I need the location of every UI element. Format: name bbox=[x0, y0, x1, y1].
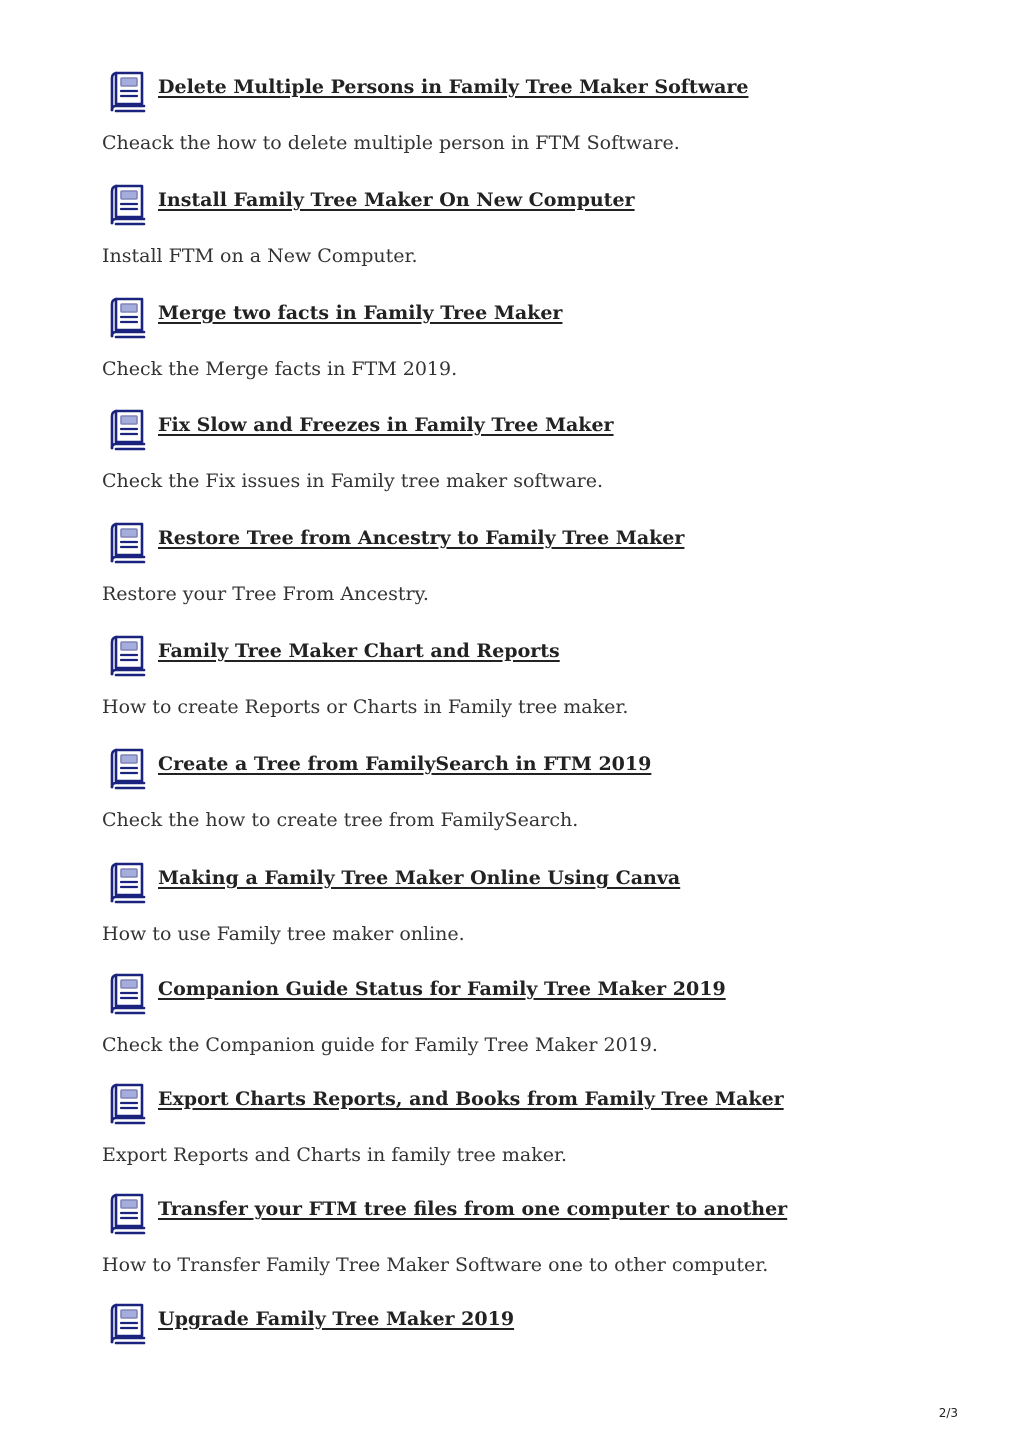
entry-10 bbox=[102, 1080, 982, 1166]
entry-6 bbox=[102, 632, 982, 718]
entry-heading bbox=[102, 970, 982, 1018]
entry-description: Install FTM on a New Computer. bbox=[102, 245, 418, 267]
entry-link[interactable]: Create a Tree from FamilySearch in FTM 2019 bbox=[158, 753, 652, 775]
entry-8 bbox=[102, 859, 982, 945]
entry-description: How to use Family tree maker online. bbox=[102, 923, 465, 945]
entry-link[interactable]: Export Charts Reports, and Books from Family Tree Maker bbox=[158, 1088, 784, 1110]
book-icon bbox=[108, 1192, 148, 1236]
entry-7 bbox=[102, 745, 982, 831]
book-icon bbox=[108, 1302, 148, 1346]
entry-heading bbox=[102, 632, 982, 680]
entry-link[interactable]: Upgrade Family Tree Maker 2019 bbox=[158, 1308, 515, 1330]
entry-heading bbox=[102, 1300, 982, 1348]
book-icon bbox=[108, 1082, 148, 1126]
entry-link[interactable]: Companion Guide Status for Family Tree Maker 2019 bbox=[158, 978, 726, 1000]
entry-description: How to Transfer Family Tree Maker Software one to other computer. bbox=[102, 1254, 769, 1276]
entry-link[interactable]: Family Tree Maker Chart and Reports bbox=[158, 640, 560, 662]
entry-description: Cheack the how to delete multiple person in FTM Software. bbox=[102, 132, 680, 154]
entry-heading bbox=[102, 1080, 982, 1128]
book-icon bbox=[108, 70, 148, 114]
entry-heading bbox=[102, 1190, 982, 1238]
book-icon bbox=[108, 183, 148, 227]
entry-link[interactable]: Making a Family Tree Maker Online Using Canva bbox=[158, 867, 681, 889]
entry-heading bbox=[102, 406, 982, 454]
book-icon bbox=[108, 634, 148, 678]
entry-description: Check the Fix issues in Family tree maker software. bbox=[102, 470, 604, 492]
entry-3 bbox=[102, 294, 982, 380]
entry-description: Restore your Tree From Ancestry. bbox=[102, 583, 429, 605]
entry-link[interactable]: Transfer your FTM tree files from one computer to another bbox=[158, 1198, 788, 1220]
entry-description: How to create Reports or Charts in Family tree maker. bbox=[102, 696, 629, 718]
book-icon bbox=[108, 521, 148, 565]
book-icon bbox=[108, 408, 148, 452]
entry-link[interactable]: Merge two facts in Family Tree Maker bbox=[158, 302, 563, 324]
entry-9 bbox=[102, 970, 982, 1056]
entry-link[interactable]: Install Family Tree Maker On New Computer bbox=[158, 189, 635, 211]
entry-heading bbox=[102, 181, 982, 229]
entry-heading bbox=[102, 68, 982, 116]
book-icon bbox=[108, 296, 148, 340]
entry-4 bbox=[102, 406, 982, 492]
entry-description: Check the Merge facts in FTM 2019. bbox=[102, 358, 458, 380]
entry-11 bbox=[102, 1190, 982, 1276]
entry-heading bbox=[102, 294, 982, 342]
entry-12 bbox=[102, 1300, 982, 1348]
entry-5 bbox=[102, 519, 982, 605]
entry-link[interactable]: Restore Tree from Ancestry to Family Tree Maker bbox=[158, 527, 685, 549]
entry-heading bbox=[102, 745, 982, 793]
entry-2 bbox=[102, 181, 982, 267]
entry-description: Check the how to create tree from FamilySearch. bbox=[102, 809, 579, 831]
book-icon bbox=[108, 972, 148, 1016]
page-number: 2/3 bbox=[938, 1406, 958, 1420]
entry-description: Export Reports and Charts in family tree maker. bbox=[102, 1144, 568, 1166]
entry-link[interactable]: Delete Multiple Persons in Family Tree Maker Software bbox=[158, 76, 749, 98]
entry-link[interactable]: Fix Slow and Freezes in Family Tree Maker bbox=[158, 414, 614, 436]
book-icon bbox=[108, 861, 148, 905]
entry-heading bbox=[102, 519, 982, 567]
book-icon bbox=[108, 747, 148, 791]
entry-description: Check the Companion guide for Family Tree Maker 2019. bbox=[102, 1034, 658, 1056]
entry-1 bbox=[102, 68, 982, 154]
entry-heading bbox=[102, 859, 982, 907]
